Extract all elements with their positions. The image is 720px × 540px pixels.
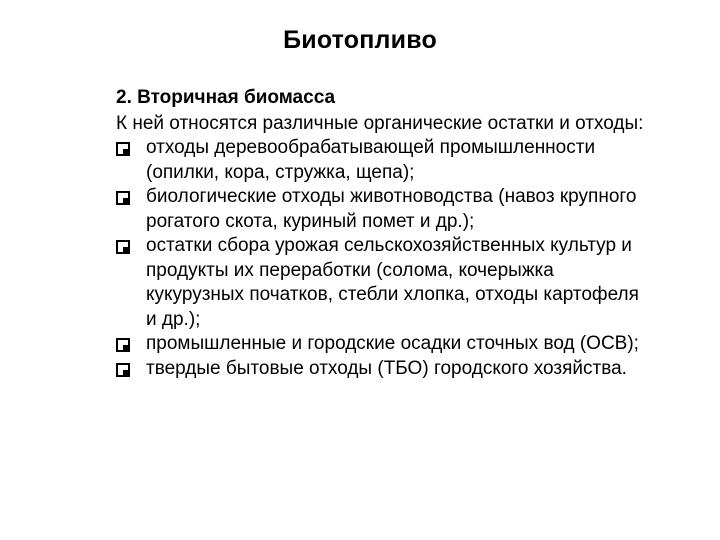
slide-content <box>88 86 648 381</box>
bullet-list <box>88 136 648 381</box>
slide-title: Биотопливо <box>283 26 437 54</box>
bullet-text: промышленные и городские осадки сточных вод (ОСВ); <box>146 333 639 354</box>
list-item <box>88 234 648 332</box>
intro-paragraph: К ней относятся различные органические остатки и отходы: <box>116 112 644 134</box>
checkbox-square-icon <box>116 142 130 156</box>
checkbox-square-icon <box>116 363 130 377</box>
list-item <box>88 185 648 234</box>
bullet-text: отходы деревообрабатывающей промышленности (опилки, кора, стружка, щепа); <box>146 137 596 183</box>
bullet-text: биологические отходы животноводства (навоз крупного рогатого скота, куриный помет и др.); <box>146 186 637 232</box>
list-item <box>88 357 648 382</box>
list-item <box>88 332 648 357</box>
bullet-text: твердые бытовые отходы (ТБО) городского хозяйства. <box>146 357 627 379</box>
checkbox-square-icon <box>116 191 130 205</box>
checkbox-square-icon <box>116 338 130 352</box>
list-item <box>88 136 648 185</box>
section-subtitle: 2. Вторичная биомасса <box>116 87 336 108</box>
checkbox-square-icon <box>116 240 130 254</box>
bullet-text: остатки сбора урожая сельскохозяйственных культур и продукты их переработки (солома, кочерыжка кукурузных початков, стебли хлопка, отходы картофеля и др.); <box>146 235 639 330</box>
